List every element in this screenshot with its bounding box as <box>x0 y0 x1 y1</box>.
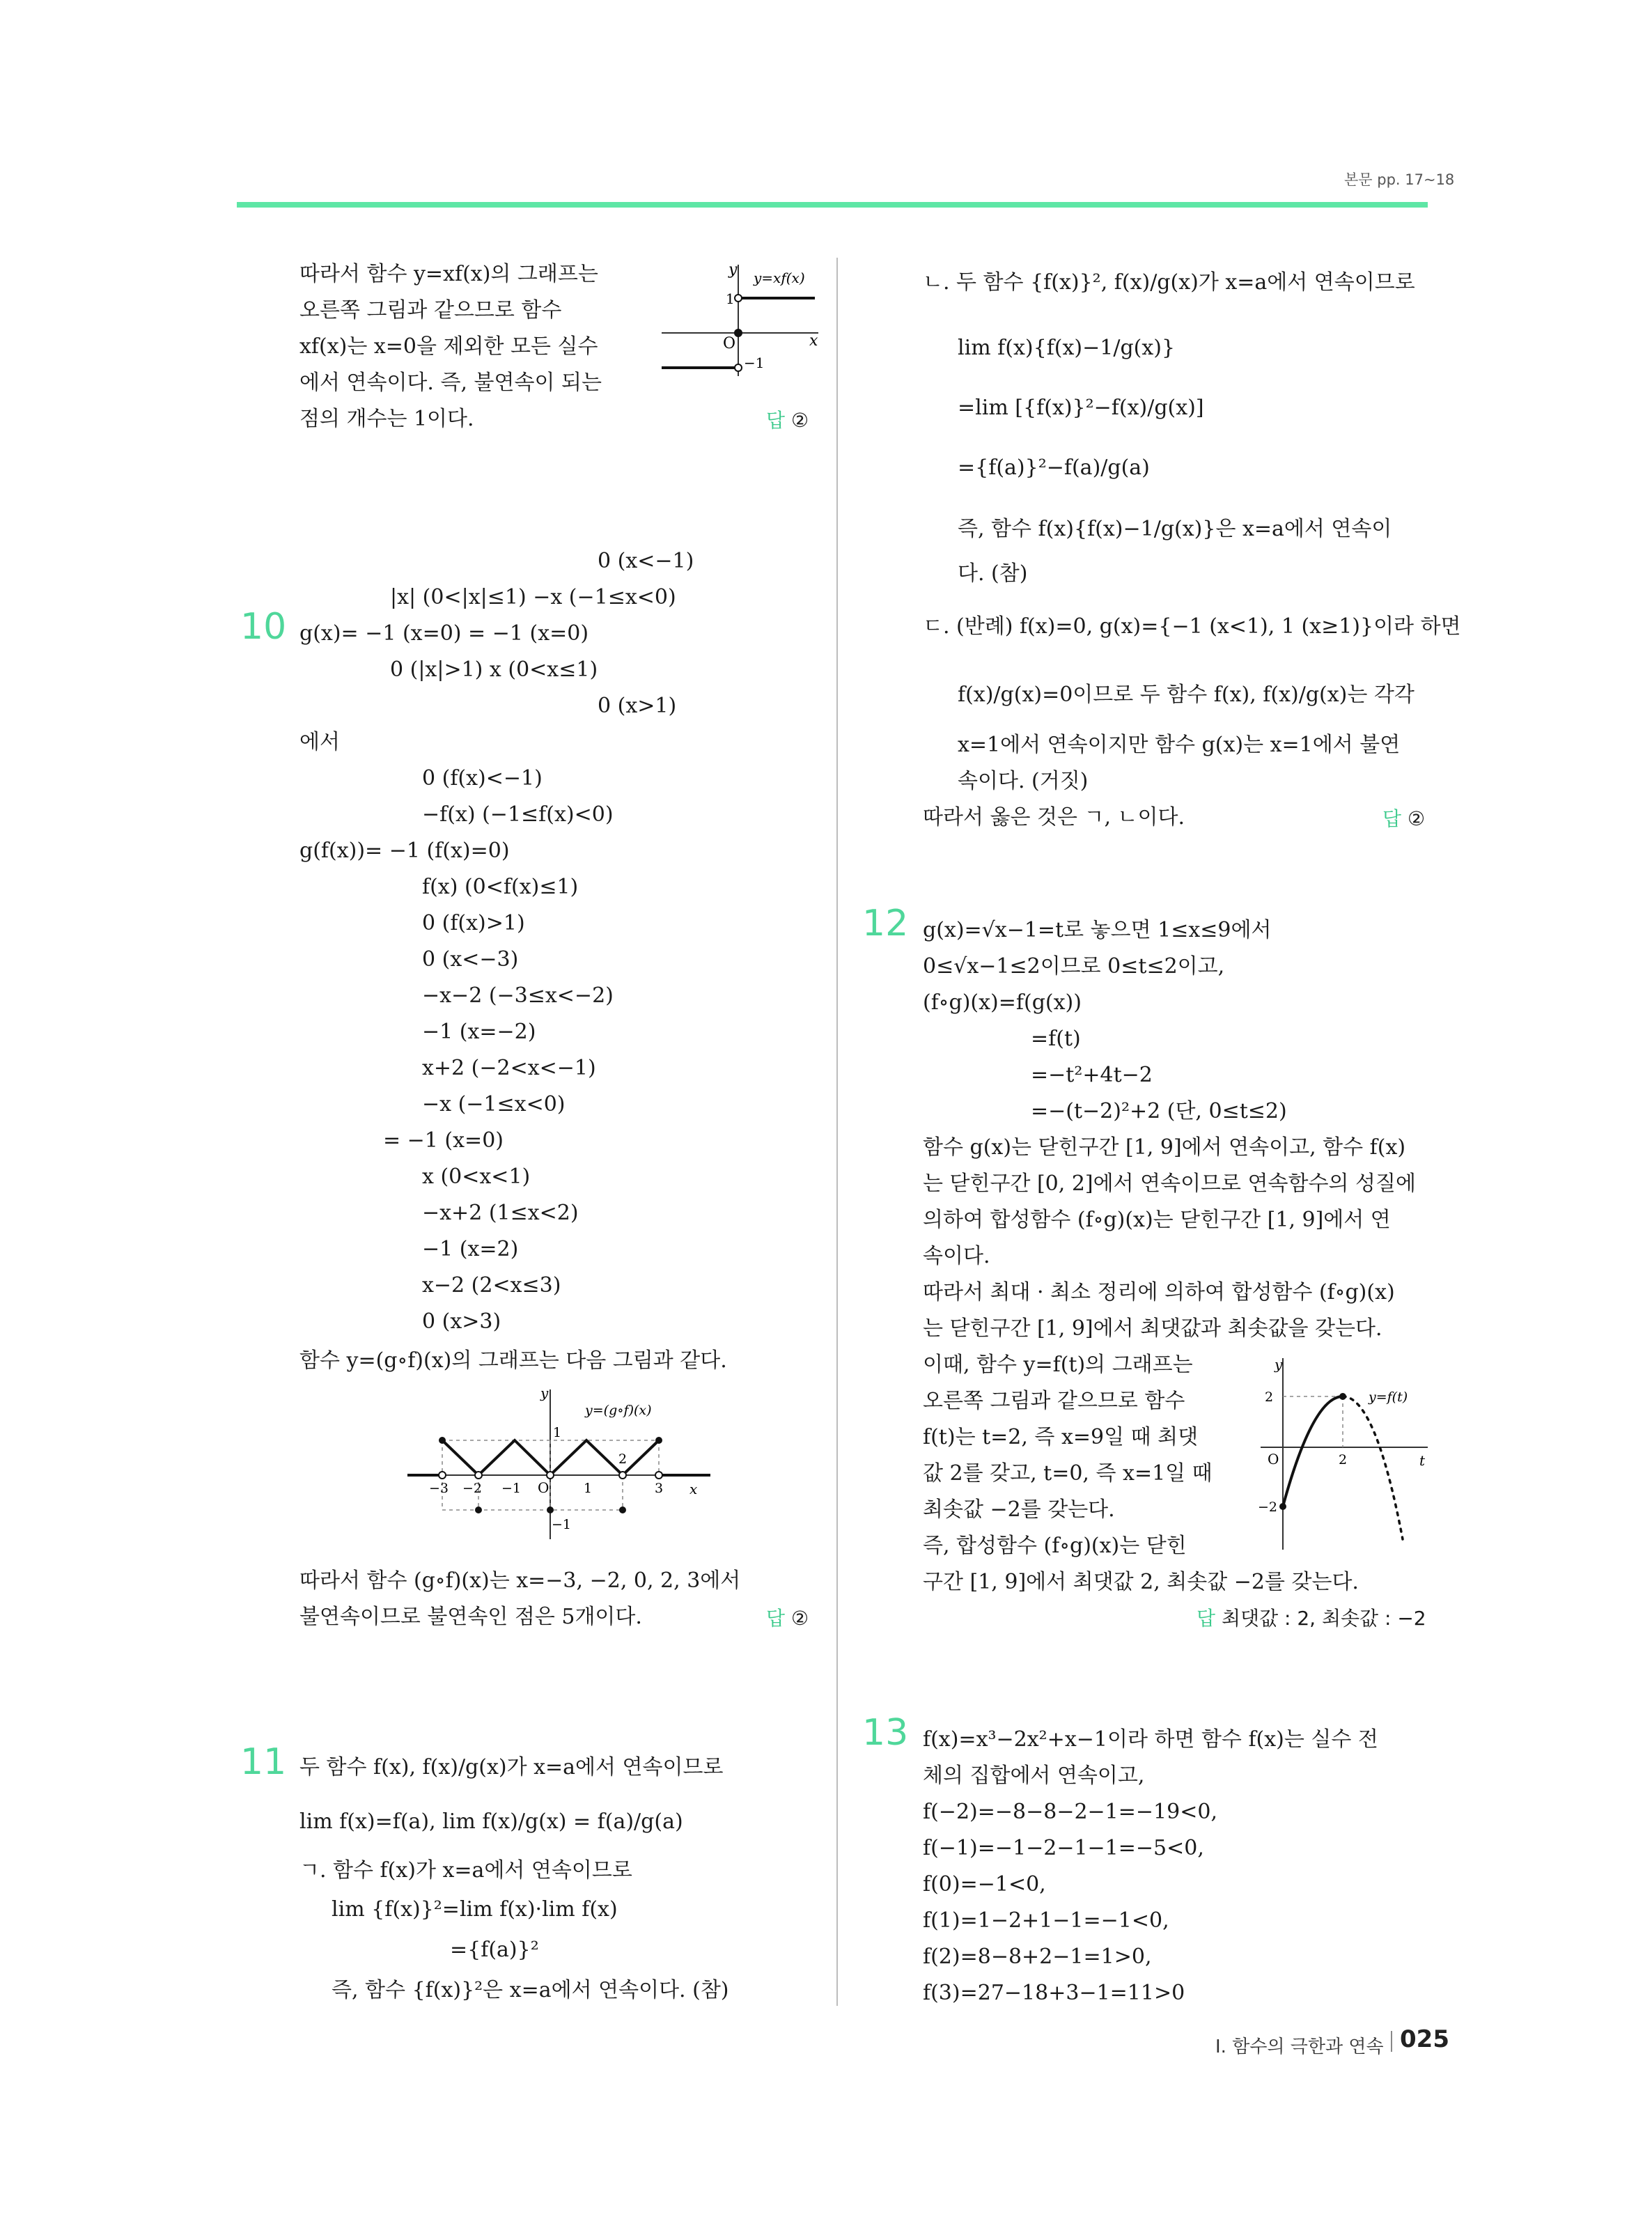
solution-line: (f∘g)(x)=f(g(x)) <box>923 990 1082 1015</box>
ytick-label: 1 <box>553 1425 562 1440</box>
solution-line: |x| (0<|x|≤1) −x (−1≤x<0) <box>390 585 676 609</box>
solution-line: 0 (x<−1) <box>598 549 694 573</box>
filled-point <box>1339 1393 1346 1400</box>
solution-line: lim f(x)=f(a), lim f(x)/g(x) = f(a)/g(a) <box>299 1809 683 1834</box>
intro-line: 오른쪽 그림과 같으므로 함수 <box>299 298 562 322</box>
solution-line: f(x) (0<f(x)≤1) <box>422 875 579 899</box>
solution-line: g(x)= −1 (x=0) = −1 (x=0) <box>299 621 589 646</box>
solution-line: −x−2 (−3≤x<−2) <box>422 983 614 1008</box>
header-rule <box>237 202 1428 208</box>
solution-line: x+2 (−2<x<−1) <box>422 1056 596 1080</box>
filled-point <box>619 1506 626 1513</box>
solution-line: ={f(a)}²−f(a)/g(a) <box>958 455 1150 480</box>
solution-line: 0 (|x|>1) x (0<x≤1) <box>390 657 598 682</box>
problem-number: 11 <box>240 1741 287 1783</box>
xtick-label: −1 <box>501 1481 522 1496</box>
origin-label: O <box>723 335 736 352</box>
intro-answer <box>766 405 809 433</box>
solution-line: f(−1)=−1−2−1−1=−5<0, <box>923 1836 1204 1860</box>
solid-curve <box>1283 1396 1343 1506</box>
problem-number: 12 <box>862 903 909 944</box>
solution-line: x (0<x<1) <box>422 1165 531 1189</box>
solution-line: 의하여 합성함수 (f∘g)(x)는 닫힌구간 [1, 9]에서 연 <box>923 1208 1391 1232</box>
problem-number: 13 <box>862 1712 909 1754</box>
column-divider <box>836 258 838 2006</box>
ytick-label: −1 <box>552 1517 572 1532</box>
t-axis-label: t <box>1419 1452 1426 1469</box>
graph-xfx <box>662 258 822 383</box>
solution-line: 0 (f(x)<−1) <box>422 766 543 791</box>
xtick-label: 1 <box>584 1481 593 1496</box>
graph-ft <box>1254 1351 1442 1553</box>
solution-line: f(3)=27−18+3−1=11>0 <box>923 1981 1185 2005</box>
xtick-label: 2 <box>1339 1452 1348 1467</box>
open-point <box>475 1472 482 1479</box>
y-axis-label: y <box>1275 1356 1283 1373</box>
solution-line: 즉, 함수 f(x){f(x)−1/g(x)}은 x=a에서 연속이 <box>958 517 1392 541</box>
solution-line: −x+2 (1≤x<2) <box>422 1201 579 1225</box>
p10-answer <box>766 1603 809 1631</box>
answer-label: 답 <box>1382 807 1402 830</box>
solution-line: 는 닫힌구간 [1, 9]에서 최댓값과 최솟값을 갖는다. <box>923 1316 1382 1341</box>
p11-answer <box>1382 804 1425 832</box>
open-point <box>735 295 742 302</box>
page-reference: 본문 pp. 17~18 <box>1344 171 1455 188</box>
filled-point <box>439 1437 446 1444</box>
tick-label: 1 <box>726 290 735 307</box>
solution-line: 체의 집합에서 연속이고, <box>923 1763 1145 1788</box>
solution-line: =−t²+4t−2 <box>1031 1063 1153 1087</box>
solution-line: 즉, 함수 {f(x)}²은 x=a에서 연속이다. (참) <box>332 1978 729 2002</box>
open-point <box>619 1472 626 1479</box>
solution-line: 따라서 함수 (g∘f)(x)는 x=−3, −2, 0, 2, 3에서 <box>299 1568 741 1593</box>
solution-line: 0 (f(x)>1) <box>422 911 525 935</box>
solution-line: 는 닫힌구간 [0, 2]에서 연속이므로 연속함수의 성질에 <box>923 1171 1416 1196</box>
solution-line: 최솟값 −2를 갖는다. <box>923 1497 1115 1522</box>
solution-line: lim {f(x)}²=lim f(x)·lim f(x) <box>332 1897 618 1922</box>
intro-line: 에서 연속이다. 즉, 불연속이 되는 <box>299 371 602 395</box>
solution-line: x=1에서 연속이지만 함수 g(x)는 x=1에서 불연 <box>958 733 1401 757</box>
answer-label: 답 <box>766 409 786 432</box>
solution-line: g(x)=√x−1=t로 놓으면 1≤x≤9에서 <box>923 918 1272 942</box>
xtick-label: −2 <box>462 1481 483 1496</box>
graph-gof <box>404 1383 724 1543</box>
solution-line: 불연속이므로 불연속인 점은 5개이다. <box>299 1605 642 1629</box>
solution-line: g(f(x))= −1 (f(x)=0) <box>299 839 510 863</box>
open-point <box>439 1472 446 1479</box>
function-label: y=f(t) <box>1369 1389 1408 1405</box>
intro-line: 점의 개수는 1이다. <box>299 407 474 431</box>
solution-line: 에서 <box>299 730 340 754</box>
origin-label: O <box>1268 1451 1279 1467</box>
solution-line: lim f(x){f(x)−1/g(x)} <box>958 336 1176 360</box>
xtick-label: −3 <box>429 1481 449 1496</box>
solution-line: ㄷ. (반례) f(x)=0, g(x)={−1 (x<1), 1 (x≥1)}이라 하면 <box>923 614 1461 639</box>
answer-value: ② <box>790 409 809 432</box>
solution-line: 속이다. <box>923 1244 990 1268</box>
solution-line: f(−2)=−8−8−2−1=−19<0, <box>923 1800 1217 1824</box>
solution-line: 즉, 합성함수 (f∘g)(x)는 닫힌 <box>923 1534 1187 1558</box>
solution-line: 값 2를 갖고, t=0, 즉 x=1일 때 <box>923 1461 1213 1486</box>
solution-line: =lim [{f(x)}²−f(x)/g(x)] <box>958 396 1204 420</box>
solution-line: f(t)는 t=2, 즉 x=9일 때 최댓 <box>923 1425 1199 1449</box>
solution-line: =−(t−2)²+2 (단, 0≤t≤2) <box>1031 1099 1287 1123</box>
solution-line: f(2)=8−8+2−1=1>0, <box>923 1945 1152 1969</box>
p12-answer <box>1197 1603 1426 1631</box>
x-axis-label: x <box>689 1481 698 1497</box>
chapter-title: Ⅰ. 함수의 극한과 연속 <box>1215 2037 1384 2057</box>
solution-line: x−2 (2<x≤3) <box>422 1273 561 1298</box>
solution-line: ={f(a)}² <box>450 1938 539 1962</box>
solution-line: −x (−1≤x<0) <box>422 1092 566 1116</box>
problem-number: 10 <box>240 606 287 648</box>
solution-line: 함수 g(x)는 닫힌구간 [1, 9]에서 연속이고, 함수 f(x) <box>923 1135 1406 1160</box>
filled-point <box>547 1506 554 1513</box>
solution-line: 0≤√x−1≤2이므로 0≤t≤2이고, <box>923 954 1225 979</box>
filled-point <box>1279 1503 1286 1510</box>
solution-line: −1 (x=2) <box>422 1237 519 1261</box>
tick-label: −1 <box>744 355 765 371</box>
function-label: y=(g∘f)(x) <box>585 1403 652 1418</box>
solution-line: −f(x) (−1≤f(x)<0) <box>422 802 614 827</box>
solution-line: 오른쪽 그림과 같으므로 함수 <box>923 1389 1185 1413</box>
solution-line: ㄱ. 함수 f(x)가 x=a에서 연속이므로 <box>299 1858 632 1883</box>
answer-value: 최댓값 : 2, 최솟값 : −2 <box>1221 1607 1426 1630</box>
solution-line: 두 함수 f(x), f(x)/g(x)가 x=a에서 연속이므로 <box>299 1755 724 1780</box>
solution-line: 따라서 옳은 것은 ㄱ, ㄴ이다. <box>923 805 1185 830</box>
page-number: 025 <box>1400 2025 1449 2053</box>
xtick-label: 3 <box>655 1481 664 1496</box>
y-axis-label: y <box>540 1385 549 1401</box>
ytick-label: −2 <box>1258 1500 1278 1515</box>
solution-line: 함수 y=(g∘f)(x)의 그래프는 다음 그림과 같다. <box>299 1348 727 1373</box>
xtick-label: 2 <box>618 1451 628 1467</box>
solution-line: 0 (x>3) <box>422 1309 501 1334</box>
solution-line: 따라서 최대 · 최소 정리에 의하여 합성함수 (f∘g)(x) <box>923 1280 1395 1305</box>
answer-label: 답 <box>766 1607 786 1630</box>
ytick-label: 2 <box>1265 1389 1274 1405</box>
open-point <box>655 1472 662 1479</box>
dotted-curve <box>1343 1396 1403 1539</box>
origin-label: O <box>538 1479 550 1496</box>
filled-point <box>475 1506 482 1513</box>
solution-line: f(x)/g(x)=0이므로 두 함수 f(x), f(x)/g(x)는 각각 <box>958 683 1415 707</box>
solution-line: 다. (참) <box>958 561 1028 586</box>
solution-line: 속이다. (거짓) <box>958 769 1089 793</box>
solution-line: 0 (x<−3) <box>422 947 519 972</box>
solution-line: f(0)=−1<0, <box>923 1872 1046 1897</box>
solution-line: −1 (x=−2) <box>422 1020 536 1044</box>
answer-value: ② <box>1407 807 1426 830</box>
solution-line: 0 (x>1) <box>598 694 677 718</box>
function-label: y=xf(x) <box>754 270 805 286</box>
open-point <box>547 1472 554 1479</box>
answer-value: ② <box>790 1607 809 1630</box>
solution-line: f(1)=1−2+1−1=−1<0, <box>923 1908 1169 1933</box>
solution-line: 구간 [1, 9]에서 최댓값 2, 최솟값 −2를 갖는다. <box>923 1570 1359 1594</box>
y-axis-label: y <box>728 261 738 279</box>
solution-line: f(x)=x³−2x²+x−1이라 하면 함수 f(x)는 실수 전 <box>923 1727 1378 1752</box>
intro-line: xf(x)는 x=0을 제외한 모든 실수 <box>299 334 598 359</box>
solution-line: = −1 (x=0) <box>383 1128 504 1153</box>
intro-line: 따라서 함수 y=xf(x)의 그래프는 <box>299 262 598 286</box>
solution-line: =f(t) <box>1031 1027 1081 1051</box>
solution-line: 이때, 함수 y=f(t)의 그래프는 <box>923 1353 1193 1377</box>
filled-point <box>655 1437 662 1444</box>
x-axis-label: x <box>809 332 818 350</box>
open-point <box>735 364 742 371</box>
footer-divider <box>1391 2031 1392 2052</box>
answer-label: 답 <box>1197 1607 1216 1630</box>
solution-line: ㄴ. 두 함수 {f(x)}², f(x)/g(x)가 x=a에서 연속이므로 <box>923 270 1415 295</box>
